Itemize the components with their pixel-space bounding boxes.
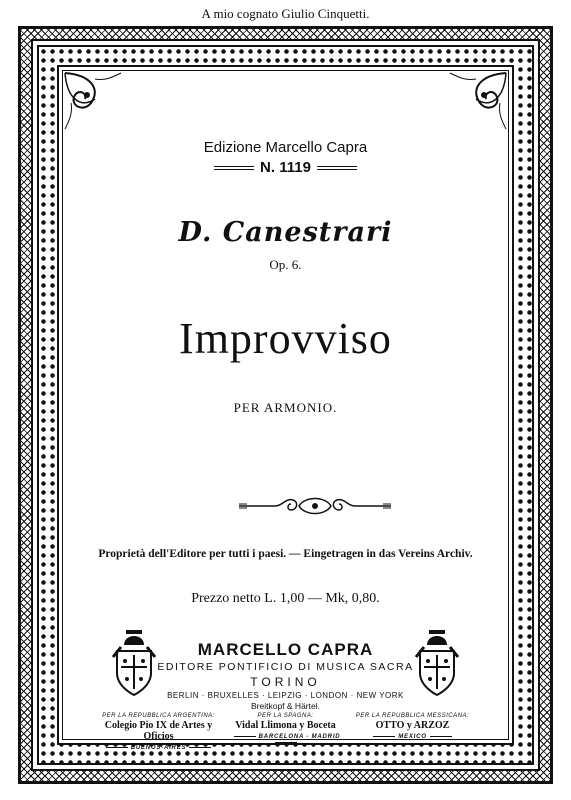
agent-name: OTTO y ARZOZ (375, 720, 450, 731)
corner-flourish-icon (61, 69, 131, 139)
copyright-notice: Proprietà dell'Editore per tutti i paesi. — Eingetragen in das Vereins Archiv. (98, 548, 473, 560)
title-panel (57, 65, 514, 751)
agent-label: PER LA SPAGNA: (257, 713, 314, 719)
border-ornament-band (37, 45, 534, 765)
edition-name: Edizione Marcello Capra (203, 139, 368, 156)
agent-argentina (95, 713, 222, 751)
agent-city: BUENOS-AIRES (95, 745, 222, 751)
work-title: Improvviso (179, 314, 392, 363)
agent-city: BARCELONA - MADRID (222, 734, 349, 746)
publisher-name: MARCELLO CAPRA (197, 640, 374, 659)
rule-right (317, 166, 357, 170)
price: Prezzo netto L. 1,00 — Mk, 0,80. (191, 591, 380, 606)
instrumentation: PER ARMONIO. (233, 400, 338, 415)
ornamental-border (18, 26, 553, 784)
opus-number: Op. 6. (269, 257, 302, 272)
agent-name: Colegio Pio IX de Artes y Oficios (104, 720, 213, 742)
publisher-partner: Breitkopf & Härtel. (251, 701, 320, 711)
scroll-ornament-icon (235, 492, 395, 520)
agent-spain (222, 713, 349, 751)
publisher-city: TORINO (250, 675, 321, 689)
catalog-number-text: N. 1119 (260, 159, 311, 176)
composer-name: D. Canestrari (178, 217, 393, 248)
agents-list (95, 713, 476, 751)
agent-name: Vidal Llimona y Boceta (235, 720, 336, 731)
publisher-branches: BERLIN · BRUXELLES · LEIPZIG · LONDON · NEW YORK (167, 691, 404, 700)
border-inner-line (31, 39, 540, 771)
agent-label: PER LA REPUBBLICA ARGENTINA: (102, 713, 215, 719)
corner-flourish-icon (440, 69, 510, 139)
agent-mexico (349, 713, 476, 751)
rule-left (214, 166, 254, 170)
catalog-number (59, 159, 512, 176)
agent-city: MEXICO (349, 734, 476, 740)
dedication: A mio cognato Giulio Cinquetti. (201, 6, 370, 21)
agent-label: PER LA REPUBBLICA MESSICANA: (355, 713, 470, 719)
publisher-role: EDITORE PONTIFICIO DI MUSICA SACRA (157, 661, 414, 673)
